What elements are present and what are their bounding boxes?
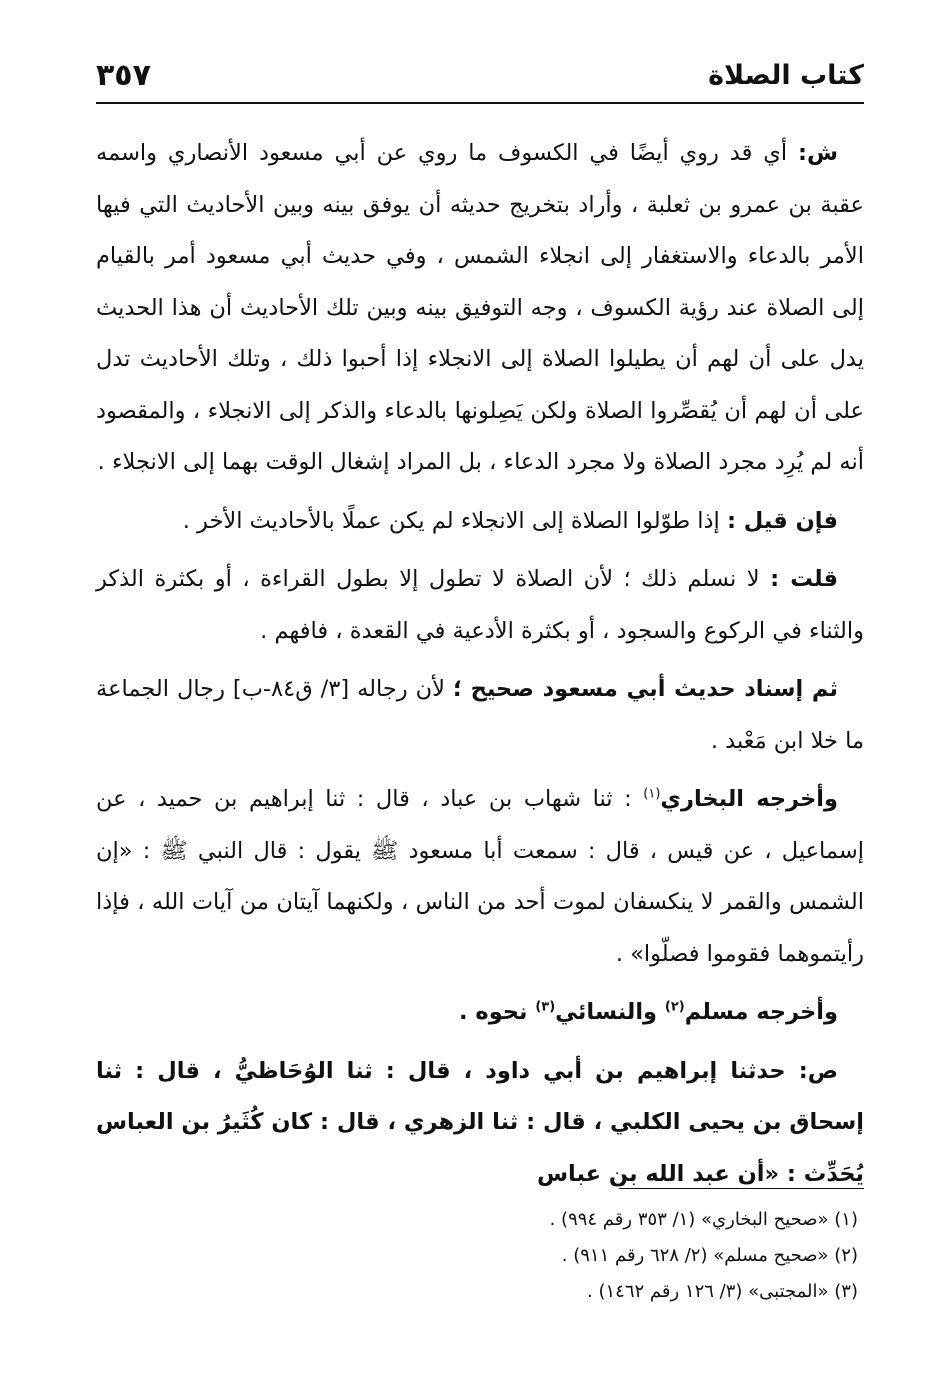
footnote-ref: (١) (643, 786, 661, 802)
footnote: (١) «صحيح البخاري» (١/ ٣٥٣ رقم ٩٩٤) . (549, 1209, 858, 1230)
main-text (96, 128, 864, 1200)
paragraph-lead: ش: (797, 140, 838, 166)
footnote-ref: (٣) (535, 999, 556, 1015)
footnote: (٣) «المجتبى» (٣/ ١٢٦ رقم ١٤٦٢) . (587, 1281, 858, 1302)
paragraph-body: نحوه . (459, 999, 536, 1025)
paragraph-objection (96, 496, 864, 548)
page-header (96, 58, 864, 104)
paragraph-lead: وأخرجه البخاري (660, 786, 838, 812)
page-number: ٣٥٧ (96, 58, 151, 93)
paragraph-lead: قلت : (770, 566, 839, 592)
paragraph-body: : ثنا شهاب بن عباد ، قال : ثنا إبراهيم بن حميد ، عن إسماعيل ، عن قيس ، قال : سمعت أبا مسعود ﷺ يقول : قال النبي ﷺ : «إن الشمس والقمر لا ينكسفان لموت أحد من الناس ، ولكنهما آيتان من آيات الله ، فإذا رأيتموهما فقوموا فصلّوا» . (96, 786, 864, 967)
running-title: كتاب الصلاة (708, 60, 864, 91)
paragraph-isnad (96, 664, 864, 767)
paragraph-body: إذا طوّلوا الصلاة إلى الانجلاء لم يكن عملًا بالأحاديث الأخر . (182, 507, 727, 534)
paragraph-sad: ص: حدثنا إبراهيم بن أبي داود ، قال : ثنا الوُحَاظيُّ ، قال : ثنا إسحاق بن يحيى الكلبي ، قال : ثنا الزهري ، قال : كان كُثَيرُ بن العباس يُحَدِّث : «أن عبد الله بن عباس (96, 1057, 864, 1187)
paragraph-reply (96, 554, 864, 657)
paragraph-body: لأن رجاله [٣/ ق٨٤-ب] رجال الجماعة ما خلا ابن مَعْبد . (96, 676, 864, 754)
footnote-ref: (٢) (664, 999, 685, 1015)
footnote: (٢) «صحيح مسلم» (٢/ ٦٢٨ رقم ٩١١) . (561, 1245, 858, 1266)
paragraph-lead: وأخرجه مسلم (684, 999, 838, 1025)
footnotes (96, 1202, 864, 1310)
paragraph-lead: فإن قيل : (726, 507, 838, 534)
paragraph-body: أي قد روي أيضًا في الكسوف ما روي عن أبي مسعود الأنصاري واسمه عقبة بن عمرو بن ثعلبة ، وأراد بتخريج حديثه أن يوفق بينه وبين الأحاديث التي فيها الأمر بالدعاء والاستغفار إلى انجلاء الشمس ، وفي حديث أبي مسعود أمر بالقيام إلى الصلاة عند رؤية الكسوف ، وجه التوفيق بينه وبين تلك الأحاديث أن هذا الحديث يدل على أن لهم أن يطيلوا الصلاة إلى الانجلاء إذا أحبوا ذلك ، وتلك الأحاديث تدل على أن لهم أن يُقصِّروا الصلاة ولكن يَصِلونها بالدعاء والذكر إلى الانجلاء ، والمقصود أنه لم يُرِد مجرد الصلاة ولا مجرد الدعاء ، بل المراد إشغال الوقت بهما إلى الانجلاء . (96, 140, 864, 475)
footnote-divider (619, 1188, 864, 1189)
paragraph-body: لا نسلم ذلك ؛ لأن الصلاة لا تطول إلا بطول القراءة ، أو بكثرة الذكر والثناء في الركوع والسجود ، أو بكثرة الأدعية في القعدة ، فافهم . (96, 566, 864, 644)
paragraph-sharh (96, 128, 864, 489)
paragraph-muslim (96, 987, 864, 1039)
paragraph-lead: ثم إسناد حديث أبي مسعود صحيح ؛ (452, 676, 838, 702)
paragraph-bukhari (96, 774, 864, 980)
paragraph-lead: والنسائي (555, 999, 665, 1025)
